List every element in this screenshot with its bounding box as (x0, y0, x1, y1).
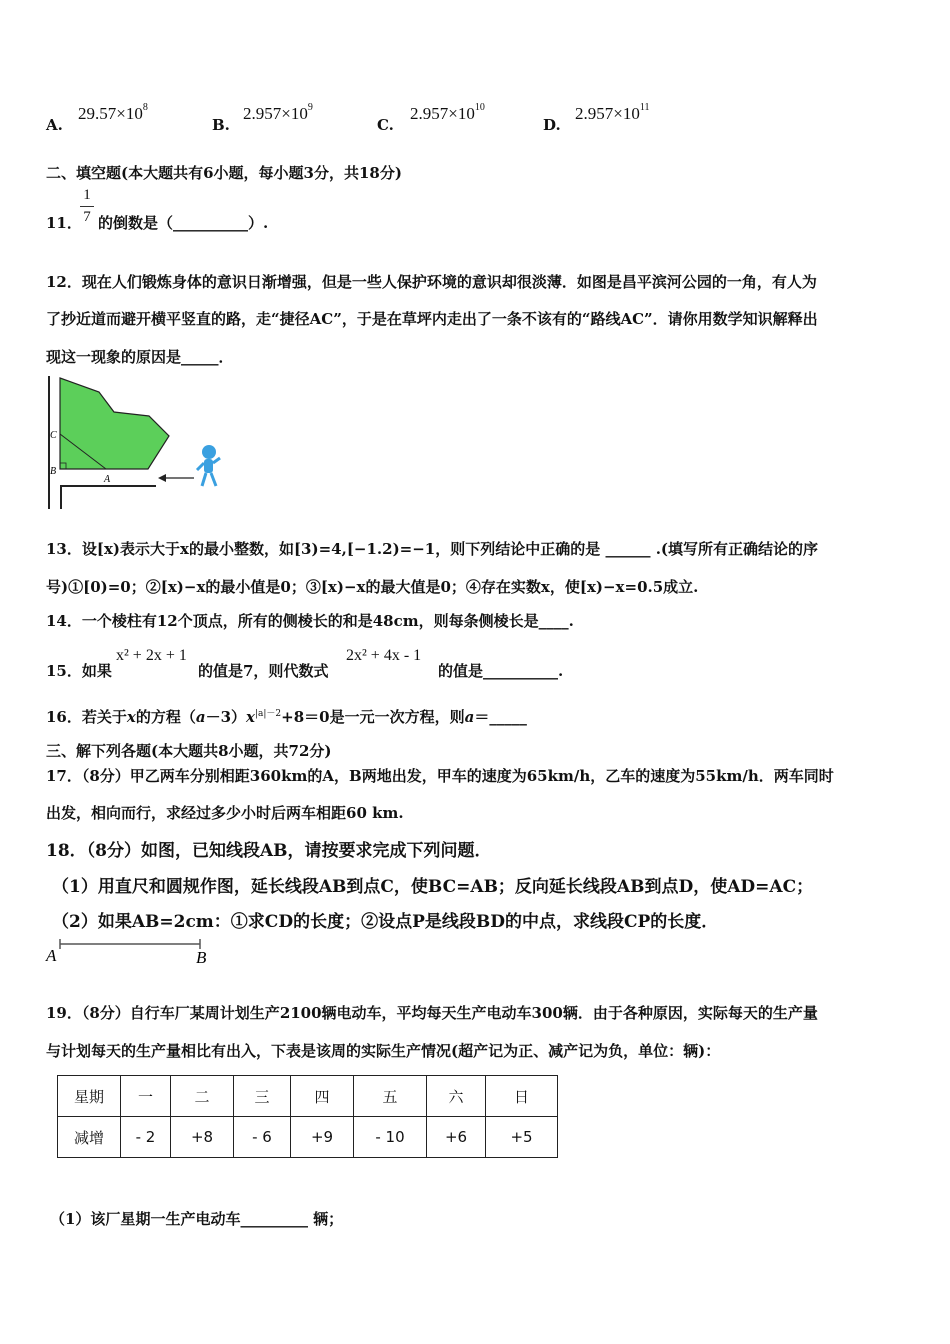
table-cell: +9 (291, 1117, 354, 1158)
q18-line1: 18．（8分）如图，已知线段AB，请按要求完成下列问题． (46, 841, 492, 861)
option-c-value: $2.957\times 10^{10}$ (410, 102, 485, 123)
table-cell: - 2 (121, 1117, 171, 1158)
q16-var-a: a (195, 708, 206, 726)
q16-text (46, 706, 527, 727)
q15-prefix: 15．如果 (46, 662, 112, 680)
table-cell: +6 (427, 1117, 486, 1158)
section-2-heading: 二、填空题(本大题共有6小题，每小题3分，共18分) (46, 164, 402, 182)
table-row (58, 1076, 558, 1117)
point-a-label: A (104, 474, 111, 485)
table-cell: 星期 (58, 1076, 121, 1117)
table-cell: 减增 (58, 1117, 121, 1158)
table-cell: 四 (291, 1076, 354, 1117)
q11-text: 的倒数是（__________）. (98, 214, 269, 232)
q13-line1: 13．设[x)表示大于x的最小整数，如[3)=4,[−1.2)=−1，则下列结论中正确的是 ______ .(填写所有正确结论的序 (46, 540, 819, 558)
table-cell: 三 (234, 1076, 291, 1117)
q14-text: 14．一个棱柱有12个顶点，所有的侧棱长的和是48cm，则每条侧棱长是____. (46, 612, 574, 630)
segment-label-b: B (196, 948, 207, 967)
option-c-letter: C. (377, 116, 394, 134)
option-b-letter: B. (212, 116, 230, 134)
point-c-label: C (50, 430, 57, 441)
q18-line3: （2）如果AB=2cm：①求CD的长度；②设点P是线段BD的中点，求线段CP的长度． (52, 912, 719, 932)
option-b-value: $2.957\times 10^9$ (243, 102, 313, 123)
lawn-shape (60, 378, 169, 469)
table-cell: 五 (354, 1076, 427, 1117)
q16-part1: 16．若关于 (46, 708, 127, 726)
table-row (58, 1117, 558, 1158)
park-figure (44, 374, 229, 514)
table-cell: - 6 (234, 1117, 291, 1158)
segment-ab-figure (44, 936, 224, 968)
q12-line2: 了抄近道而避开横平竖直的路，走“捷径AC”，于是在草坪内走出了一条不该有的“路线AC”．请你用数学知识解释出 (46, 310, 818, 328)
q16-var-a2: a (464, 708, 475, 726)
production-table (57, 1075, 558, 1158)
option-a-value: $29.57\times 10^8$ (78, 102, 148, 123)
q16-exponent: |a|－2 (254, 709, 282, 719)
table-cell: - 10 (354, 1117, 427, 1158)
option-d-value: $2.957\times 10^{11}$ (575, 102, 650, 123)
q11-fraction (80, 187, 94, 226)
point-b-label: B (50, 466, 57, 477)
walking-arrow-head (158, 474, 166, 482)
q11-fraction-numerator: 1 (83, 187, 91, 203)
table-cell: 日 (486, 1076, 558, 1117)
q18-line2: （1）用直尺和圆规作图，延长线段AB到点C，使BC=AB；反向延长线段AB到点D，使AD=AC； (52, 877, 814, 897)
q12-line3: 现这一现象的原因是_____． (46, 348, 234, 366)
option-a-letter: A. (46, 116, 63, 134)
table-cell: 六 (427, 1076, 486, 1117)
q16-part5: ＝_____ (474, 708, 527, 726)
q19-line1: 19．（8分）自行车厂某周计划生产2100辆电动车，平均每天生产电动车300辆．由于各种原因，实际每天的生产量 (46, 1004, 818, 1022)
q11-number: 11． (46, 214, 82, 232)
section-3-heading: 三、解下列各题(本大题共8小题，共72分) (46, 742, 332, 760)
table-cell: 二 (171, 1076, 234, 1117)
q15-expression-1: x² + 2x + 1 (116, 647, 187, 664)
corner-path-line (61, 486, 156, 509)
table-cell: +5 (486, 1117, 558, 1158)
q16-part3: －3） (205, 708, 247, 726)
q16-part4: +8＝0是一元一次方程，则 (281, 708, 465, 726)
q15-suffix: 的值是__________. (438, 662, 564, 680)
q13-line2: 号)①[0)=0；②[x)−x的最小值是0；③[x)−x的最大值是0；④存在实数x，使[x)−x=0.5成立. (46, 578, 699, 596)
q12-line1: 12．现在人们锻炼身体的意识日渐增强，但是一些人保护环境的意识却很淡薄．如图是昌平滨河公园的一角，有人为 (46, 273, 817, 291)
q19-line2: 与计划每天的生产量相比有出入，下表是该周的实际生产情况(超产记为正、减产记为负，单位：辆)： (46, 1042, 721, 1060)
q15-mid: 的值是7，则代数式 (198, 662, 329, 680)
option-d-letter: D. (543, 116, 561, 134)
segment-label-a: A (46, 946, 57, 965)
q17-line1: 17．（8分）甲乙两车分别相距360km的A，B两地出发，甲车的速度为65km/h，乙车的速度为55km/h．两车同时 (46, 767, 834, 785)
q17-line2: 出发，相向而行，求经过多少小时后两车相距60 km. (46, 804, 404, 822)
q19-sub1: （1）该厂星期一生产电动车_________ 辆； (50, 1210, 344, 1228)
table-cell: +8 (171, 1117, 234, 1158)
table-cell: 一 (121, 1076, 171, 1117)
person-icon (197, 445, 220, 486)
q16-var-x2: x (246, 708, 255, 726)
q16-part2: 的方程（ (135, 708, 196, 726)
q16-var-x: x (126, 708, 136, 726)
q11-fraction-denominator: 7 (83, 209, 91, 225)
q15-expression-2: 2x² + 4x - 1 (346, 647, 422, 664)
